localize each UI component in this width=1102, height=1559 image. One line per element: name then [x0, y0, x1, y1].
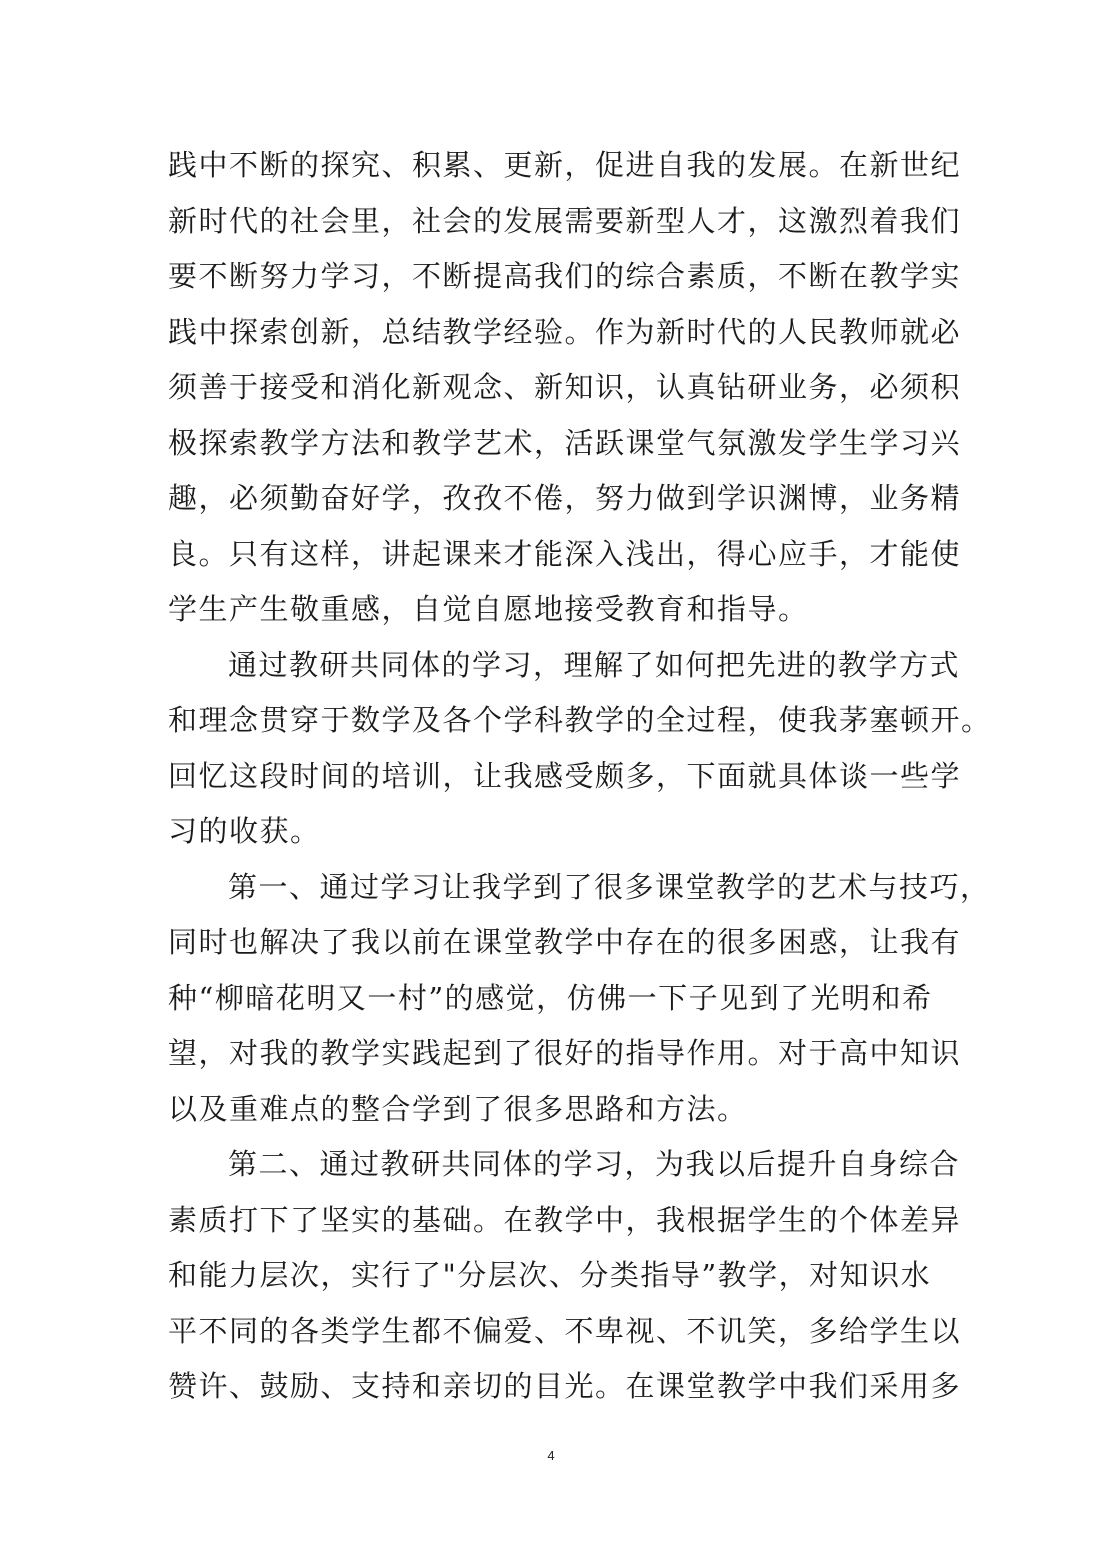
- text-line: 种“柳暗花明又一村”的感觉，仿佛一下子见到了光明和希: [168, 980, 933, 1015]
- text-line: 习的收获。: [168, 814, 321, 848]
- text-line: 和能力层次，实行了"分层次、分类指导”教学，对知识水: [168, 1258, 932, 1292]
- text-line: 要不断努力学习，不断提高我们的综合素质，不断在教学实: [168, 259, 962, 293]
- text-line: 学生产生敬重感，自觉自愿地接受教育和指导。: [168, 592, 809, 626]
- text-line: 以及重难点的整合学到了很多思路和方法。: [168, 1091, 748, 1126]
- text-line: 赞许、鼓励、支持和亲切的目光。在课堂教学中我们采用多: [168, 1369, 962, 1403]
- text-line: 践中探索创新，总结教学经验。作为新时代的人民教师就必: [168, 314, 962, 349]
- text-line: 须善于接受和消化新观念、新知识，认真钻研业务，必须积: [168, 370, 962, 404]
- text-line: 极探索教学方法和教学艺术，活跃课堂气氛激发学生学习兴: [168, 425, 962, 460]
- text-line: 望，对我的教学实践起到了很好的指导作用。对于高中知识: [168, 1036, 962, 1070]
- text-line: 趣，必须勤奋好学，孜孜不倦，努力做到学识渊博，业务精: [168, 481, 962, 515]
- paragraph-start-line: 第一、通过学习让我学到了很多课堂教学的艺术与技巧，: [228, 869, 991, 904]
- text-line: 回忆这段时间的培训，让我感受颇多，下面就具体谈一些学: [168, 758, 962, 793]
- text-line: 践中不断的探究、积累、更新，促进自我的发展。在新世纪: [168, 148, 962, 182]
- text-line: 素质打下了坚实的基础。在教学中，我根据学生的个体差异: [168, 1202, 962, 1237]
- text-line: 和理念贯穿于数学及各个学科教学的全过程，使我茅塞顿开。: [168, 703, 992, 737]
- text-line: 良。只有这样，讲起课来才能深入浅出，得心应手，才能使: [168, 536, 962, 571]
- body-text: [168, 138, 992, 1415]
- paragraph-start-line: 第二、通过教研共同体的学习，为我以后提升自身综合: [228, 1147, 961, 1181]
- paragraph-start-line: 通过教研共同体的学习，理解了如何把先进的教学方式: [228, 647, 961, 682]
- text-line: 同时也解决了我以前在课堂教学中存在的很多困惑，让我有: [168, 925, 962, 959]
- text-line: 平不同的各类学生都不偏爱、不卑视、不讥笑，多给学生以: [168, 1313, 962, 1348]
- page-number: 4: [547, 1448, 555, 1463]
- text-line: 新时代的社会里，社会的发展需要新型人才，这激烈着我们: [168, 203, 962, 238]
